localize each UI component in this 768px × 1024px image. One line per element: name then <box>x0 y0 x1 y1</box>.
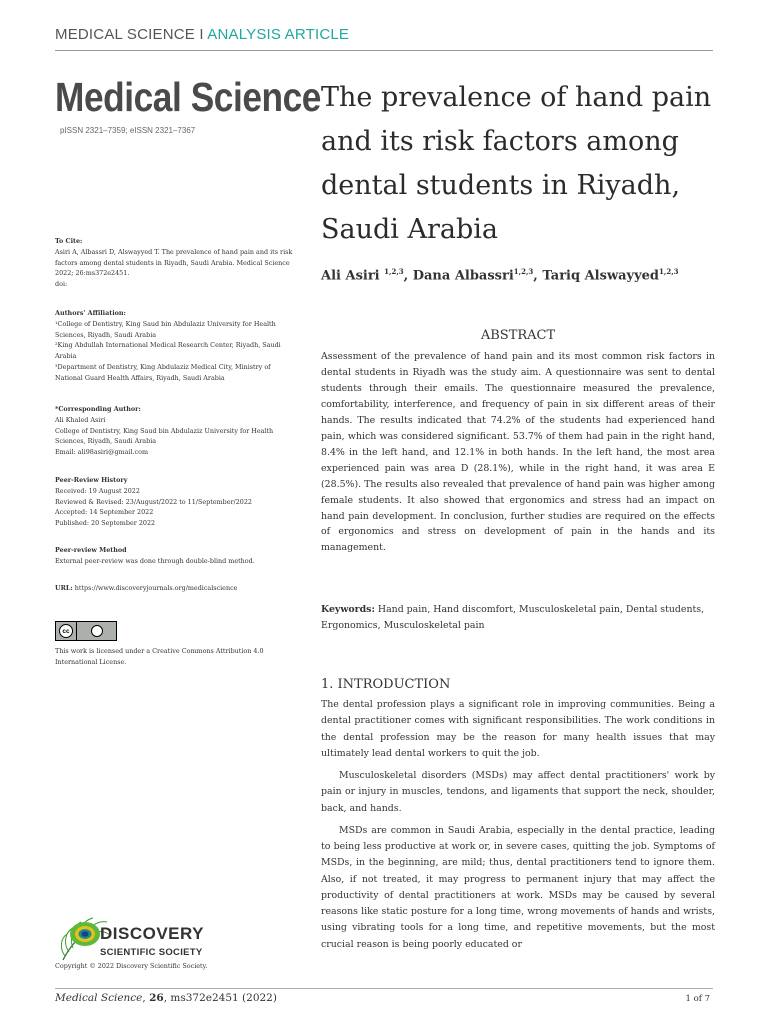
review-method-block <box>55 545 295 567</box>
abstract-heading: ABSTRACT <box>480 328 556 343</box>
author-affiliation-marker: 1,2,3 <box>659 267 679 276</box>
publisher-subtitle: SCIENTIFIC SOCIETY <box>100 947 203 958</box>
abstract-text: Assessment of the prevalence of hand pain and its most common risk factors in dental students in Riyadh was the study aim. A questionnaire was sent to dental students through their emails. The questionnaire measured the prevalence, comfortability, interference, and frequency of pain in six different areas of their hands. The results indicated that 74.2% of the students had experienced hand pain, which was considered significant. 53.7% of them had pain in the right hand, 8.4% in the left hand, and 12.1% in both hands. In the left hand, the most area experienced pain was area D (28.1%), while in the right hand, it was area E (28.5%). The results also revealed that prevalence of hand pain was higher among female students. It also showed that ergonomics and stress had an impact on hand pain development. In conclusion, further studies are required on the effects of ergonomics and stress on development of pain in the hands and its management. <box>321 351 715 554</box>
cite-block <box>55 236 295 290</box>
affiliation-item: ³Department of Dentistry, King Abdulaziz Medical City, Ministry of National Guard Health Affairs, Riyadh, Saudi Arabia <box>55 362 271 382</box>
cc-by-license-badge[interactable] <box>55 621 117 641</box>
page-number: 1 of 7 <box>685 994 710 1004</box>
issn: pISSN 2321–7359; eISSN 2321–7367 <box>60 126 196 135</box>
keywords <box>321 602 715 634</box>
url-link[interactable]: https://www.discoveryjournals.org/medicalscience <box>72 584 238 592</box>
url-block <box>55 583 295 594</box>
history-block <box>55 475 295 529</box>
header-separator: I <box>194 26 208 43</box>
corresponding-heading: *Corresponding Author: <box>55 405 141 413</box>
cite-doi: doi: <box>55 280 68 289</box>
corresponding-block <box>55 404 295 458</box>
corresponding-email: Email: ali98asiri@gmail.com <box>55 448 149 457</box>
history-heading: Peer-Review History <box>55 476 128 484</box>
article-title: The prevalence of hand pain and its risk factors among dental students in Riyadh, Saudi Arabia <box>321 82 712 245</box>
author-name: Dana Albassri <box>412 268 514 284</box>
paragraph: Musculoskeletal disorders (MSDs) may affect dental practitioners' work by pain or injury in muscles, tendons, and ligaments that support the neck, shoulder, back, and hands. <box>321 770 715 814</box>
author-name: Ali Asiri <box>321 268 385 284</box>
author-list: Ali Asiri $^{1,2,3}$, Dana Albassri$^{1,2,3}$, Tariq Alswayyed$^{1,2,3}$ <box>321 267 679 284</box>
introduction-heading: 1. INTRODUCTION <box>321 677 451 692</box>
paragraph: The dental profession plays a significant role in improving communities. Being a dental practitioner comes with significant responsibilities. The work conditions in the dental profession may be the reason for many health issues that may ultimately lead dental workers to quit the job. <box>321 699 715 759</box>
license-text: This work is licensed under a Creative Commons Attribution 4.0 International License. <box>55 647 264 666</box>
header-rule <box>55 50 713 51</box>
footer-volume: 26 <box>149 992 164 1004</box>
cite-text: Asiri A, Albassri D, Alswayyed T. The prevalence of hand pain and its risk factors among dental students in Riyadh, Saudi Arabia. Medical Science 2022; 26:ms372e2451. <box>55 247 293 278</box>
creative-commons-icon: cc <box>59 624 73 638</box>
introduction-body <box>321 697 715 959</box>
corresponding-name: Ali Khaled Asiri <box>55 415 106 424</box>
corresponding-address: College of Dentistry, King Saud bin Abdulaziz University for Health Sciences, Riyadh, Saudi Arabia <box>55 426 274 446</box>
footer-rule <box>55 988 713 989</box>
header-article-type: ANALYSIS ARTICLE <box>207 26 350 43</box>
history-received: Received: 19 August 2022 <box>55 486 140 495</box>
attribution-person-icon <box>91 625 103 637</box>
footer-journal: Medical Science <box>55 992 143 1004</box>
affiliation-block <box>55 308 295 384</box>
journal-logo: Medical Science <box>55 74 321 120</box>
review-method-text: External peer-review was done through double-blind method. <box>55 556 255 565</box>
url-label: URL: <box>55 584 73 592</box>
history-published: Published: 20 September 2022 <box>55 519 156 528</box>
author-affiliation-marker: 1,2,3 <box>513 267 534 276</box>
paragraph: MSDs are common in Saudi Arabia, especially in the dental practice, leading to being less productive at work or, in severe cases, quitting the job. Symptoms of MSDs, in the beginning, are mild; thus, dental practitioners tend to ignore them. Also, if not treated, it may progress to permanent injury that may affect the productivity of dental practitioners at work. MSDs may be caused by several reasons like static posture for a long time, wrong movements of hands and wrists, using vibrating tools for a long time, and repetitive movements, but the most crucial reason is being poorly educated or <box>321 824 715 950</box>
running-header <box>55 26 349 43</box>
cite-heading: To Cite: <box>55 237 83 245</box>
keywords-list: Hand pain, Hand discomfort, Musculoskeletal pain, Dental students, Ergonomics, Musculoskeletal pain <box>321 604 705 631</box>
header-journal: MEDICAL SCIENCE <box>55 26 195 43</box>
footer-citation: Medical Science, 26, ms372e2451 (2022) <box>55 992 277 1004</box>
keywords-label: Keywords: <box>321 604 375 615</box>
publisher-logo-text <box>100 924 204 958</box>
author-affiliation-marker: 1,2,3 <box>384 267 404 276</box>
footer-article-id: , ms372e2451 (2022) <box>163 992 277 1004</box>
review-method-heading: Peer-review Method <box>55 546 127 554</box>
history-accepted: Accepted: 14 September 2022 <box>55 508 154 517</box>
affiliation-item: ¹College of Dentistry, King Saud bin Abdulaziz University for Health Sciences, Riyadh, Saudi Arabia <box>55 319 276 339</box>
copyright: Copyright © 2022 Discovery Scientific Society. <box>55 962 208 970</box>
affiliation-heading: Authors' Affiliation: <box>55 309 126 317</box>
history-revised: Reviewed & Revised: 23/August/2022 to 11/September/2022 <box>55 497 252 506</box>
author-name: Tariq Alswayyed <box>542 268 660 284</box>
publisher-name: DISCOVERY <box>100 924 205 943</box>
affiliation-item: ²King Abdullah International Medical Research Center, Riyadh, Saudi Arabia <box>55 341 281 361</box>
